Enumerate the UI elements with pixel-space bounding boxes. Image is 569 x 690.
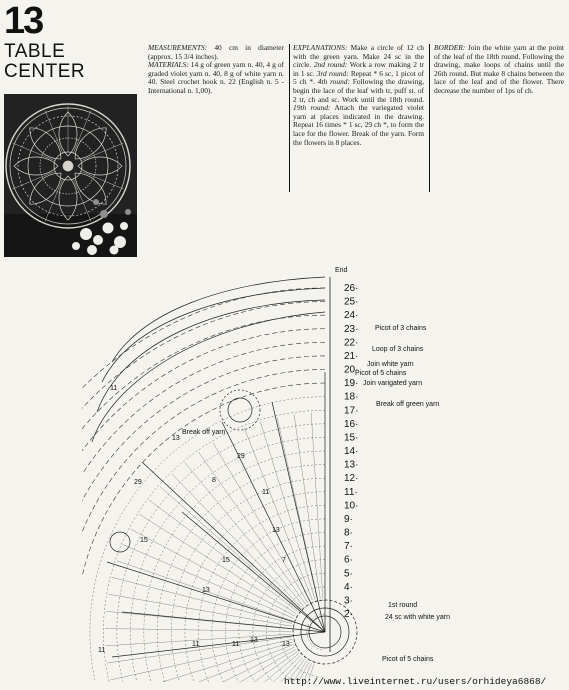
chart-stitch-count: 13 — [172, 435, 180, 442]
row-number-label: 5· — [344, 568, 353, 580]
row-number-label: 26· — [344, 283, 359, 294]
row-number-label: 22· — [344, 337, 359, 349]
measurements-materials-column: MEASUREMENTS: 40 cm in diameter (approx. 15 3/4 inches). MATERIALS: 14 g of green yarn n. 40, 4 g of graded violet yarn n. 40, 8 g of white yarn n. 40. Steel crochet hook n. 22 (English n. 5 - International n. 1,00). — [148, 43, 284, 95]
row-number-label: 6· — [344, 554, 353, 566]
row-number-label: 25· — [344, 296, 359, 308]
chart-round-arc — [157, 465, 325, 682]
chart-round-arc — [82, 342, 325, 682]
row-number-label: 24· — [344, 310, 359, 322]
explanations-column: EXPLANATIONS: Make a circle of 12 ch with the green yarn. Make 24 sc in the circle. 2nd round: Work a row making 2 tr in 1 sc. 3rd round: Repeat * 6 sc, 1 picot of 5 ch *. 4th round: Following the drawing, begin the lace of the leaf with tr, puff st. of 2 tr, ch and sc. Work until the 18th round. 19th round: Attach the variegated violet yarn at places indicated in the drawing. Repeat 16 times * 1 sc, 29 ch *, to form the lace for the flower. Break of the yarn. Form the flowers in 8 places. — [293, 43, 424, 147]
border-column: BORDER: Join the white yarn at the point of the leaf of the 18th round. Following the drawing, make loops of chains until the 26th round. But make 8 chains between the lace of the leaf and of the flower. There decrease the number of 1ps of ch. — [434, 43, 564, 95]
row-number-label: 19· — [344, 378, 359, 390]
chart-stitch-count: 8 — [212, 477, 216, 484]
chart-spoke — [311, 412, 323, 598]
chart-spoke — [108, 594, 291, 626]
row-number-label: 23· — [344, 323, 359, 335]
column-divider — [429, 44, 430, 192]
row-number-label: 15· — [344, 432, 359, 444]
row-number-label: 17· — [344, 405, 359, 417]
annotation-break-green: Break off green yarn — [376, 401, 440, 408]
page-title: TABLE CENTER — [4, 41, 86, 82]
chart-round-arc — [82, 302, 325, 682]
annotation-picot-3: Picot of 3 chains — [375, 325, 427, 332]
chart-spoke — [160, 487, 300, 610]
chart-stitch-count: 11 — [192, 641, 200, 648]
annotation-picot-5-top: Picot of 5 chains — [355, 370, 407, 377]
chart-spoke — [120, 645, 293, 682]
chart-round-arc — [90, 397, 325, 682]
chart-spoke — [244, 427, 312, 600]
chart-round-arc — [239, 546, 325, 682]
annotation-picot-5-bottom: Picot of 5 chains — [382, 656, 434, 663]
row-number-label: 21· — [344, 350, 359, 362]
chart-stitch-count: 11 — [98, 647, 106, 654]
chart-spoke — [260, 422, 315, 600]
annotation-join-white: Join white yarn — [367, 361, 414, 368]
crochet-chart — [82, 262, 569, 682]
annotation-loop-3: Loop of 3 chains — [372, 346, 424, 353]
annotation-24-sc: 24 sc with white yarn — [385, 614, 450, 621]
chart-end-label: End — [335, 267, 348, 274]
chart-spoke — [145, 652, 297, 682]
annotation-break-off: Break off yarn — [182, 429, 226, 436]
chart-stitch-count: 13 — [272, 527, 280, 534]
annotation-first-round: 1st round — [388, 602, 418, 609]
chart-stitch-count: 11 — [232, 641, 240, 648]
chart-spoke — [149, 500, 298, 612]
chart-spoke — [155, 654, 298, 682]
pattern-number: 13 — [4, 0, 43, 42]
chart-round-arc — [266, 573, 325, 682]
chart-stitch-count: 7 — [282, 557, 286, 564]
chart-stitch-count: 29 — [237, 453, 245, 460]
chart-spoke — [115, 642, 293, 682]
chart-stitch-count: 15 — [222, 557, 230, 564]
chart-round-arc — [103, 410, 325, 682]
chart-spoke — [198, 452, 305, 604]
chart-round-arc — [225, 532, 325, 682]
row-number-label: 11· — [344, 486, 358, 498]
row-number-label: 7· — [344, 541, 353, 553]
footer-url: http://www.liveinternet.ru/users/orhideya6868/ — [284, 676, 547, 687]
row-number-label: 3· — [344, 595, 353, 607]
chart-stitch-count: 29 — [134, 479, 142, 486]
row-number-label: 12· — [344, 473, 359, 485]
row-number-label: 18· — [344, 391, 359, 403]
row-number-label: 9· — [344, 513, 353, 525]
chart-round-arc — [82, 315, 325, 682]
chart-stitch-count: 13 — [282, 641, 290, 648]
chart-stitch-count: 15 — [140, 537, 148, 544]
row-number-label: 14· — [344, 446, 359, 457]
chart-spoke — [105, 629, 291, 632]
chart-spoke — [123, 545, 294, 619]
annotation-join-variegated: Join varigated yarn — [363, 380, 423, 387]
row-number-label: 20· — [344, 364, 359, 376]
chart-spoke — [213, 443, 308, 603]
chart-stitch-count: 13 — [250, 637, 258, 644]
row-number-label: 16· — [344, 418, 359, 430]
chart-round-arc — [82, 369, 325, 682]
row-number-label: 13· — [344, 459, 359, 471]
row-number-label: 10· — [344, 500, 359, 512]
chart-stitch-count: 11 — [110, 385, 118, 392]
chart-spoke — [277, 417, 318, 599]
chart-spoke — [294, 414, 320, 598]
chart-stitch-count: 13 — [202, 587, 210, 594]
row-number-label: 8· — [344, 527, 353, 539]
chart-spoke — [110, 639, 292, 680]
doily-photo — [4, 94, 137, 257]
row-number-label: 2· — [344, 609, 353, 620]
chart-round-arc — [82, 329, 325, 682]
chart-stitch-count: 11 — [262, 489, 270, 496]
chart-spoke — [185, 462, 304, 605]
chart-round-arc — [171, 478, 325, 682]
chart-round-arc — [212, 519, 325, 682]
column-divider — [289, 44, 290, 192]
chart-spoke — [172, 474, 301, 608]
row-number-label: 4· — [344, 581, 353, 593]
